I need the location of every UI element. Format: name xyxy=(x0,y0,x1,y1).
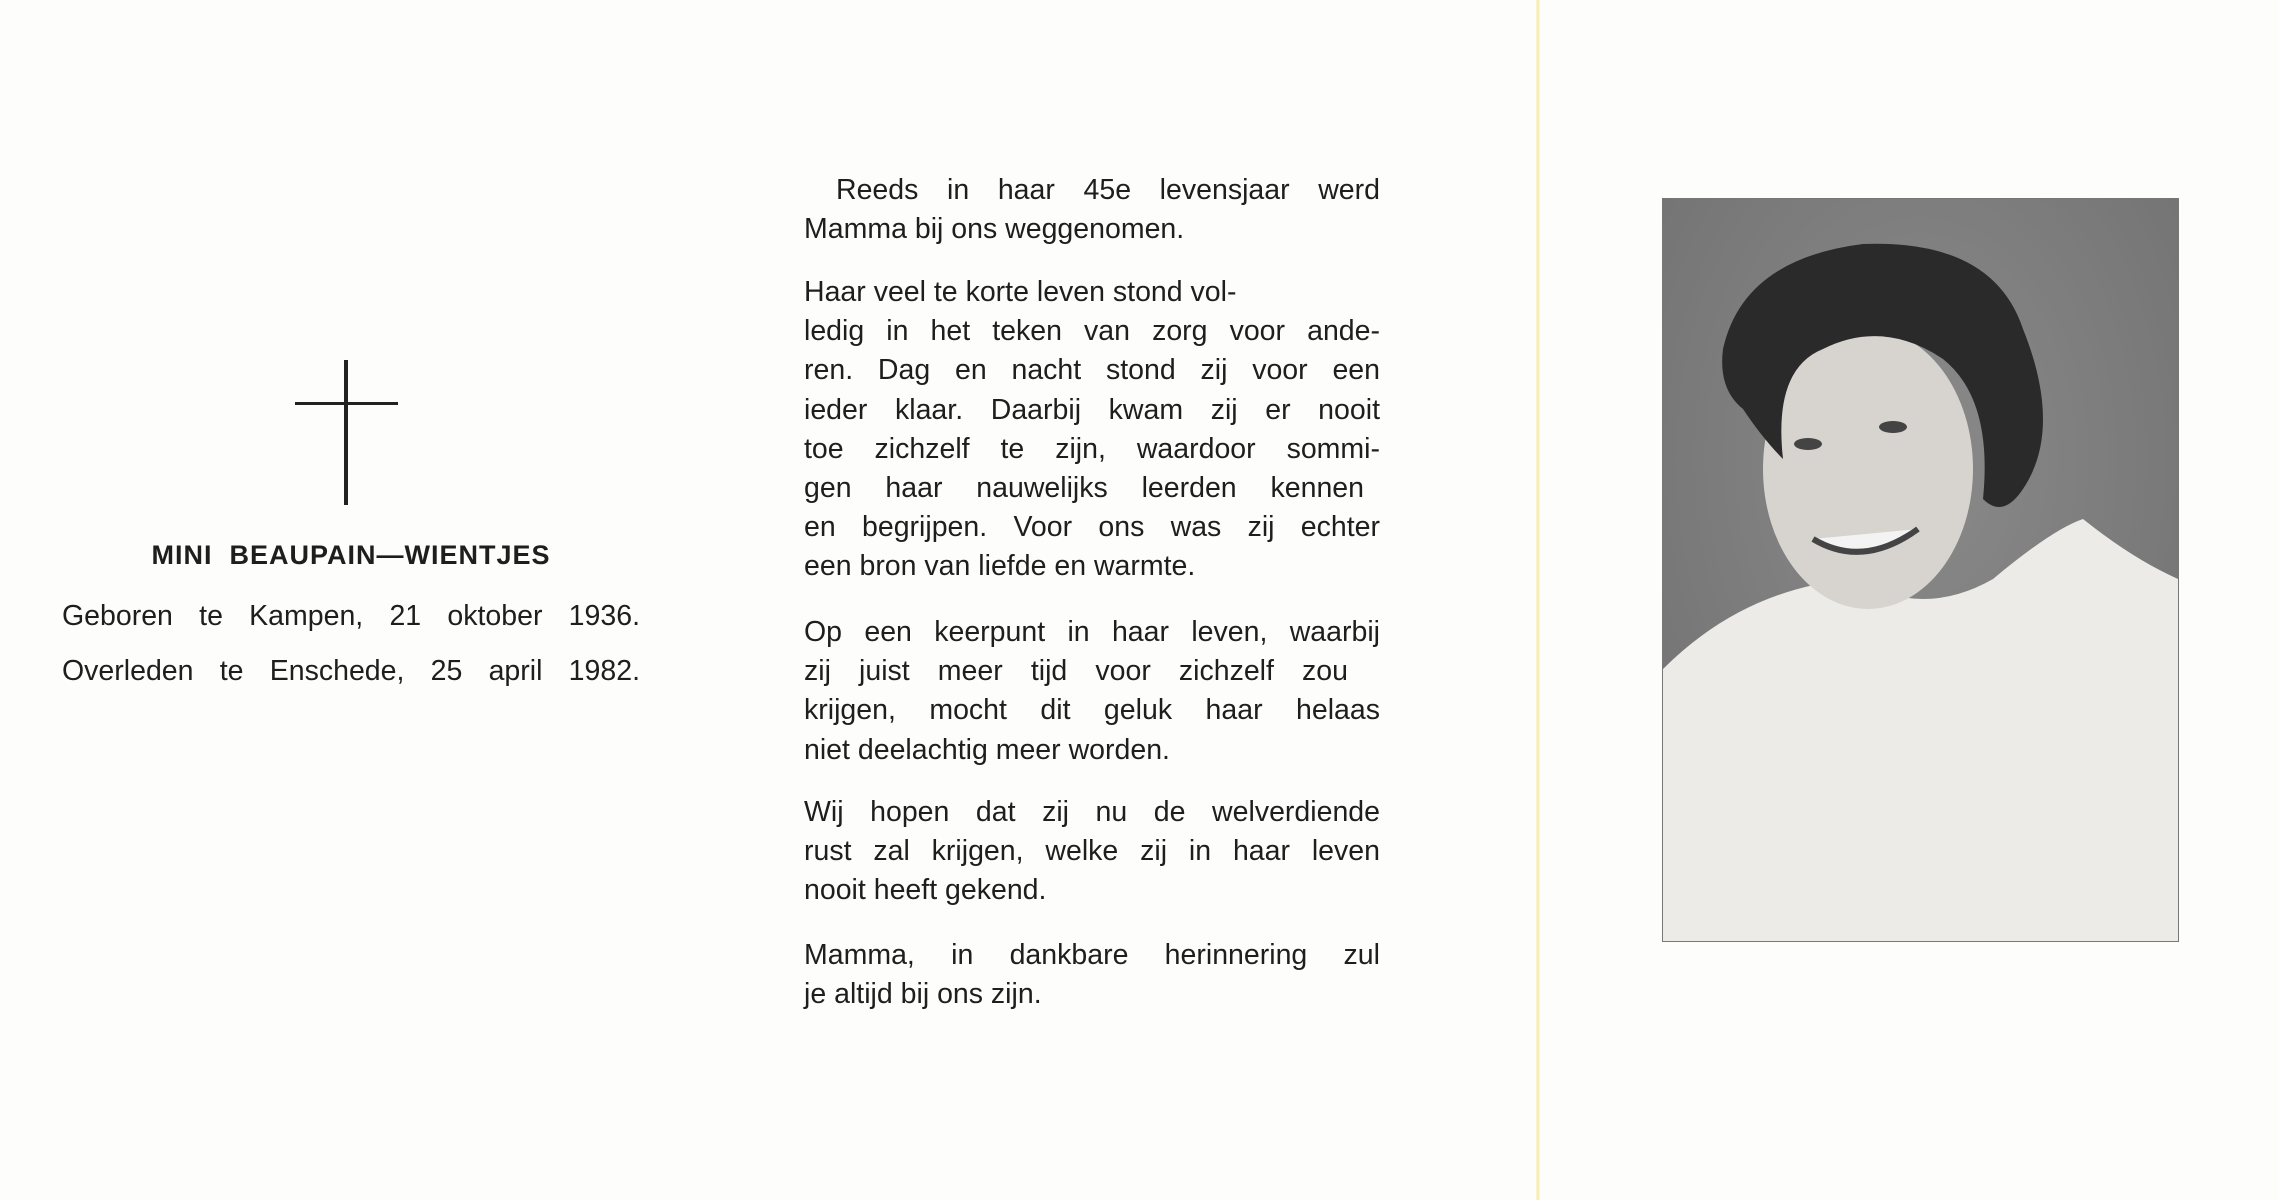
birth-line xyxy=(62,588,640,644)
birth-text: Geboren te Kampen, 21 oktober 1936. xyxy=(62,600,640,632)
text-line: nooit heeft gekend. xyxy=(804,874,1047,907)
text-line: ren. Dag en nacht stond zij voor een xyxy=(804,354,1380,387)
text-line: Mamma bij ons weggenomen. xyxy=(804,213,1185,246)
cross-horizontal xyxy=(295,402,398,405)
portrait-image xyxy=(1663,199,2178,941)
death-text: Overleden te Enschede, 25 april 1982. xyxy=(62,655,640,687)
text-line: toe zichzelf te zijn, waardoor sommi- xyxy=(804,432,1380,465)
text-line: Reeds in haar 45e levensjaar werd xyxy=(836,174,1380,206)
text-line: Wij hopen dat zij nu de welverdiende xyxy=(804,796,1380,828)
cross-vertical xyxy=(344,360,348,505)
paragraph-1 xyxy=(804,171,1380,249)
text-line: Haar veel te korte leven stond vol- xyxy=(804,276,1237,308)
death-line xyxy=(62,643,640,699)
text-line: ieder klaar. Daarbij kwam zij er nooit xyxy=(804,393,1380,426)
text-line: rust zal krijgen, welke zij in haar leven xyxy=(804,835,1380,868)
text-line: niet deelachtig meer worden. xyxy=(804,733,1170,766)
text-line: Op een keerpunt in haar leven, waarbij xyxy=(804,616,1380,648)
paragraph-5 xyxy=(804,936,1380,1014)
text-line: je altijd bij ons zijn. xyxy=(804,978,1042,1011)
text-line: ledig in het teken van zorg voor ande- xyxy=(804,315,1380,348)
text-line: een bron van liefde en warmte. xyxy=(804,550,1196,583)
paragraph-4 xyxy=(804,793,1380,911)
portrait-photo xyxy=(1662,198,2179,942)
card-fold xyxy=(1536,0,1540,1200)
text-line: gen haar nauwelijks leerden kennen xyxy=(804,472,1364,505)
text-line: krijgen, mocht dit geluk haar helaas xyxy=(804,694,1380,727)
text-line: zij juist meer tijd voor zichzelf zou xyxy=(804,655,1348,688)
paragraph-3 xyxy=(804,613,1380,770)
text-line: Mamma, in dankbare herinnering zul xyxy=(804,939,1380,971)
deceased-name: MINI BEAUPAIN—WIENTJES xyxy=(151,540,551,570)
text-line: en begrijpen. Voor ons was zij echter xyxy=(804,511,1380,544)
paragraph-2 xyxy=(804,273,1380,587)
